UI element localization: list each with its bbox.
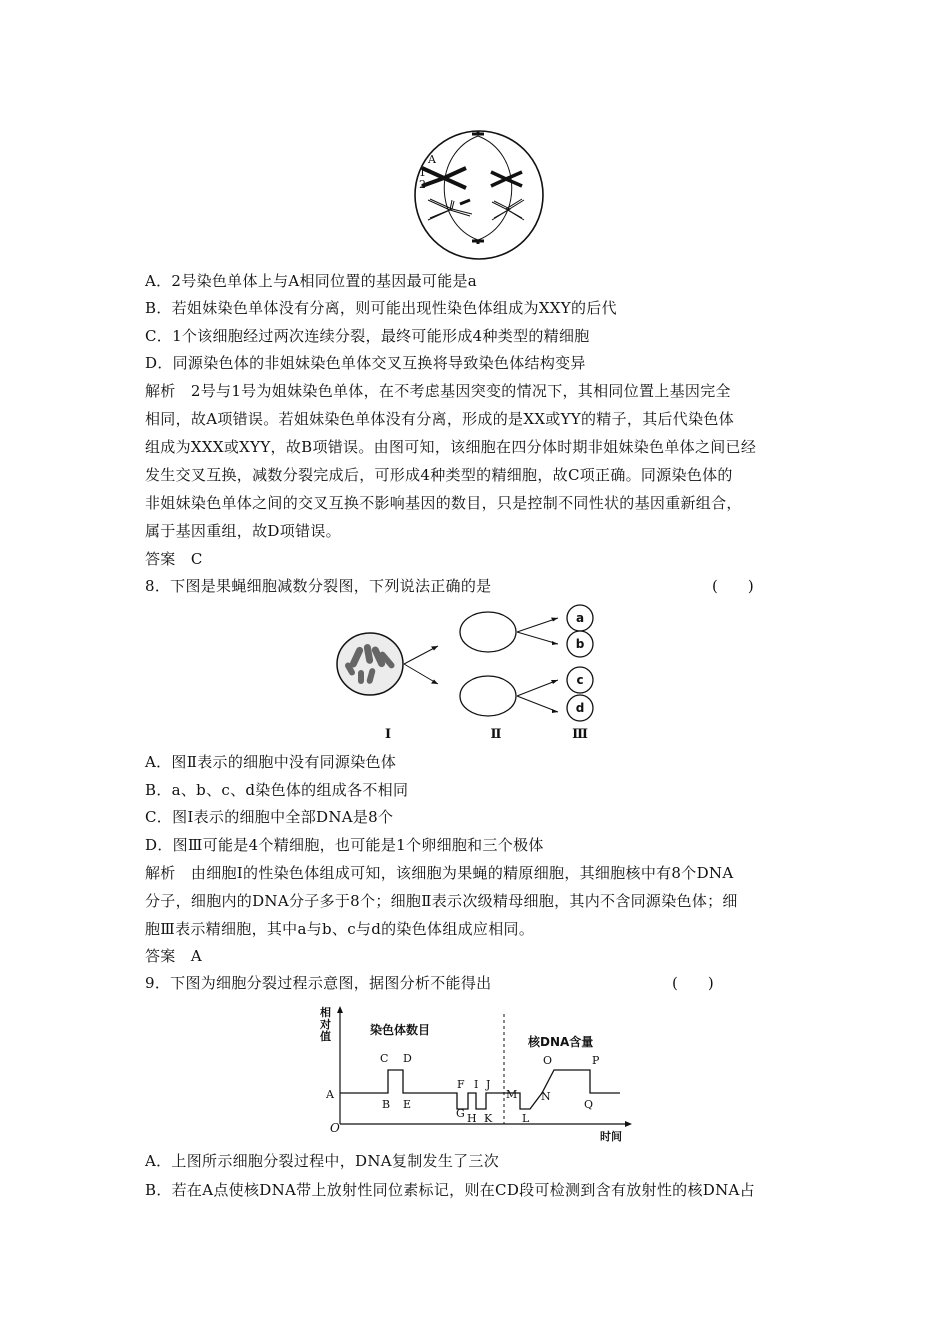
title-right: 核DNA含量 [528, 1035, 594, 1049]
point-label-K: K [484, 1112, 493, 1125]
q7-analysis-line: 组成为XXX或XYY，故B项错误。由图可知，该细胞在四分体时期非姐妹染色单体之间已经 [145, 438, 757, 456]
q9-line-chart [310, 1004, 640, 1144]
x-axis-label: 时间 [600, 1130, 622, 1143]
q9-option-a: A．上图所示细胞分裂过程中，DNA复制发生了三次 [145, 1152, 500, 1170]
q7-analysis-line: 解析 2号与1号为姐妹染色单体，在不考虑基因突变的情况下，其相同位置上基因完全 [145, 382, 731, 400]
cell-II-bottom [460, 676, 516, 716]
q7-option-b: B．若姐妹染色单体没有分离，则可能出现性染色体组成为XXY的后代 [145, 299, 617, 317]
point-label-H: H [467, 1112, 477, 1125]
cell-II-top [460, 612, 516, 652]
chromosome-pair-dark-right [491, 172, 522, 186]
q7-answer: 答案 C [145, 550, 203, 568]
cell-label-b: b [575, 637, 585, 651]
chromosome-dark-segment [460, 200, 470, 204]
point-label-D: D [403, 1052, 412, 1065]
point-label-I: I [474, 1078, 479, 1091]
q9-answer-blank: ( ) [672, 974, 714, 992]
q8-analysis-line: 胞Ⅲ表示精细胞，其中a与b、c与d的染色体组成应相同。 [145, 920, 535, 938]
q8-analysis-line: 解析 由细胞Ⅰ的性染色体组成可知，该细胞为果蝇的精原细胞，其细胞核中有8个DNA [145, 864, 734, 882]
q9-stem: 9．下图为细胞分裂过程示意图，据图分析不能得出 [145, 974, 492, 992]
label-chromatid-1: 1 [419, 166, 426, 179]
q7-option-d: D．同源染色体的非姐妹染色单体交叉互换将导致染色体结构变异 [145, 354, 586, 372]
q7-option-a: A．2号染色单体上与A相同位置的基因最可能是a [145, 272, 478, 290]
cell-label-d: d [575, 701, 585, 715]
q7-cell-figure [408, 128, 548, 262]
chromosome-pair-light-right [492, 199, 524, 220]
origin-label: O [330, 1121, 340, 1135]
stage-label-I: Ⅰ [384, 727, 392, 742]
q8-answer: 答案 A [145, 947, 203, 965]
q8-option-d: D．图Ⅲ可能是4个精细胞，也可能是1个卵细胞和三个极体 [145, 836, 544, 854]
stage-label-III: Ⅲ [572, 727, 588, 742]
q8-option-c: C．图Ⅰ表示的细胞中全部DNA是8个 [145, 808, 394, 826]
q7-option-c: C．1个该细胞经过两次连续分裂，最终可能形成4种类型的精细胞 [145, 327, 590, 345]
point-label-F: F [457, 1078, 465, 1091]
point-label-J: J [486, 1078, 491, 1091]
y-tick-A: A [326, 1088, 334, 1101]
point-label-Q: Q [584, 1098, 594, 1111]
q8-analysis-line: 分子，细胞内的DNA分子多于8个；细胞Ⅱ表示次级精母细胞，其内不含同源染色体；细 [145, 892, 738, 910]
point-label-P: P [592, 1054, 600, 1067]
y-axis-label: 相对值 [320, 1006, 331, 1043]
point-label-G: G [456, 1107, 465, 1120]
point-label-B: B [382, 1098, 391, 1111]
spindle-fiber [478, 136, 512, 240]
stage-label-II: Ⅱ [490, 727, 502, 742]
cell-label-c: c [576, 673, 584, 687]
q9-option-b: B．若在A点使核DNA带上放射性同位素标记，则在CD段可检测到含有放射性的核DNA占 [145, 1181, 755, 1199]
q7-analysis-line: 相同，故A项错误。若姐妹染色单体没有分离，形成的是XX或YY的精子，其后代染色体 [145, 410, 734, 428]
cell-label-a: a [575, 611, 585, 625]
series-nuclear-dna [504, 1070, 620, 1109]
series-chromosome-count [340, 1070, 504, 1109]
q7-analysis-line: 发生交叉互换，减数分裂完成后，可形成4种类型的精细胞，故C项正确。同源染色体的 [145, 466, 733, 484]
point-label-E: E [403, 1098, 412, 1111]
q8-stem: 8．下图是果蝇细胞减数分裂图，下列说法正确的是 [145, 577, 492, 595]
q8-answer-blank: ( ) [712, 577, 754, 595]
centriole-bottom [472, 241, 484, 244]
point-label-C: C [380, 1052, 389, 1065]
label-allele-A: A [428, 153, 436, 166]
point-label-M: M [506, 1088, 518, 1101]
q8-option-b: B．a、b、c、d染色体的组成各不相同 [145, 781, 409, 799]
title-left: 染色体数目 [370, 1023, 431, 1037]
q7-analysis-line: 属于基因重组，故D项错误。 [145, 522, 341, 540]
label-chromatid-2: 2 [419, 178, 426, 191]
point-label-O: O [543, 1054, 553, 1067]
q8-meiosis-figure [318, 604, 608, 744]
point-label-N: N [541, 1090, 551, 1103]
point-label-L: L [522, 1112, 530, 1125]
q7-analysis-line: 非姐妹染色单体之间的交叉互换不影响基因的数目，只是控制不同性状的基因重新组合， [145, 494, 742, 512]
q8-option-a: A．图Ⅱ表示的细胞中没有同源染色体 [145, 753, 397, 771]
spindle-fiber [444, 136, 478, 240]
